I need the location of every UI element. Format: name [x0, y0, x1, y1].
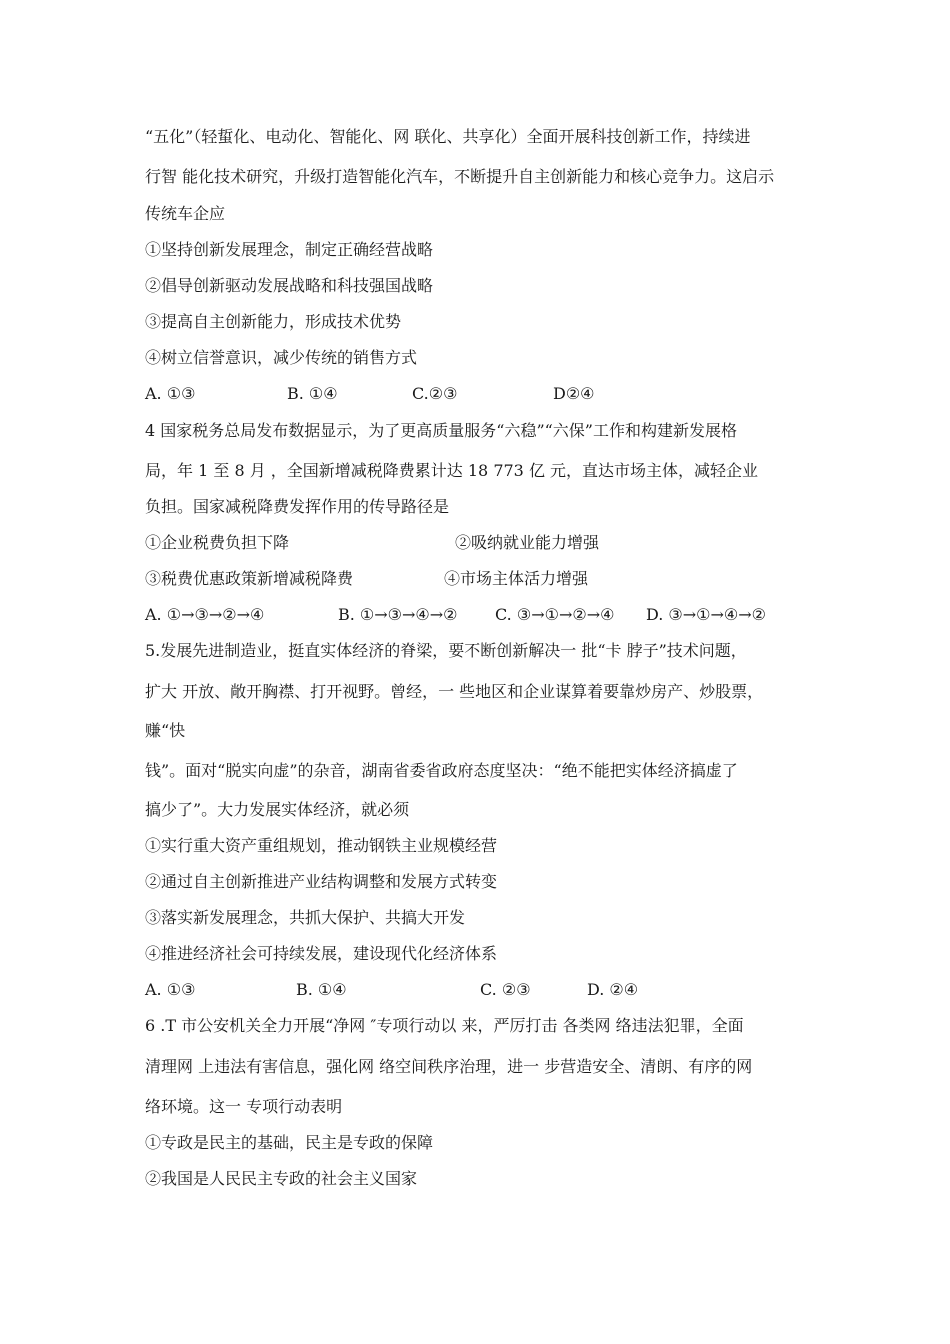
- q4-option-b: B. ①→③→④→②: [338, 605, 458, 624]
- q5-stem-line-3: 赚“快: [145, 721, 186, 740]
- q3-stem-line-3: 传统车企应: [145, 204, 226, 223]
- q5-option-b: B. ①④: [296, 980, 347, 999]
- q6-stem-line-3: 络环境。这一 专项行动表明: [145, 1097, 343, 1116]
- q4-stem-line-2: 局，年 1 至 8 月 ，全国新增减税降费累计达 18 773 亿 元，直达市场主体，减轻企业: [145, 461, 759, 480]
- q6-item-1: ①专政是民主的基础，民主是专政的保障: [145, 1133, 434, 1152]
- q3-item-2: ②倡导创新驱动发展战略和科技强国战略: [145, 276, 434, 295]
- q3-stem-line-2: 行智 能化技术研究，升级打造智能化汽车，不断提升自主创新能力和核心竞争力。这启示: [145, 167, 775, 186]
- q5-item-2: ②通过自主创新推进产业结构调整和发展方式转变: [145, 872, 498, 891]
- q4-option-c: C. ③→①→②→④: [495, 605, 615, 624]
- q3-option-b: B. ①④: [287, 384, 338, 403]
- q5-option-c: C. ②③: [480, 980, 531, 999]
- q3-item-3: ③提高自主创新能力，形成技术优势: [145, 312, 402, 331]
- q3-item-1: ①坚持创新发展理念，制定正确经营战略: [145, 240, 434, 259]
- q3-option-a: A. ①③: [145, 384, 196, 403]
- q4-option-d: D. ③→①→④→②: [646, 605, 767, 624]
- q6-stem-line-1: 6 .T 市公安机关全力开展“净网 ″专项行动以 来，严厉打击 各类网 络违法犯罪，全面: [145, 1016, 744, 1035]
- q5-stem-line-5: 搞少了”。大力发展实体经济，就必须: [145, 800, 410, 819]
- q4-stem-line-1: 4 国家税务总局发布数据显示，为了更高质量服务“六稳”“六保”工作和构建新发展格: [145, 421, 737, 440]
- q5-item-3: ③落实新发展理念，共抓大保护、共搞大开发: [145, 908, 466, 927]
- q4-item-1: ①企业税费负担下降: [145, 533, 290, 552]
- q4-option-a: A. ①→③→②→④: [145, 605, 265, 624]
- q5-item-4: ④推进经济社会可持续发展，建设现代化经济体系: [145, 944, 498, 963]
- q4-item-4: ④市场主体活力增强: [444, 569, 589, 588]
- q6-item-2: ②我国是人民民主专政的社会主义国家: [145, 1169, 418, 1188]
- q3-stem-line-1: “五化”（轻蜇化、电动化、智能化、网 联化、共享化）全面开展科技创新工作，持续进: [145, 127, 751, 146]
- q5-option-a: A. ①③: [145, 980, 196, 999]
- q3-item-4: ④树立信誉意识，减少传统的销售方式: [145, 348, 418, 367]
- q4-stem-line-3: 负担。国家减税降费发挥作用的传导路径是: [145, 497, 450, 516]
- q5-stem-line-2: 扩大 开放、敞开胸襟、打开视野。曾经，一 些地区和企业谋算着要靠炒房产、炒股票，: [145, 682, 764, 701]
- q5-stem-line-4: 钱”。面对“脱实向虚”的杂音，湖南省委省政府态度坚决：“绝不能把实体经济搞虚了: [145, 761, 738, 780]
- q5-item-1: ①实行重大资产重组规划，推动钢铁主业规模经营: [145, 836, 498, 855]
- q3-option-d: D②④: [553, 384, 595, 403]
- q4-item-2: ②吸纳就业能力增强: [455, 533, 600, 552]
- q4-item-3: ③税费优惠政策新增减税降费: [145, 569, 354, 588]
- q5-option-d: D. ②④: [587, 980, 639, 999]
- q3-option-c: C.②③: [412, 384, 458, 403]
- q6-stem-line-2: 清理网 上违法有害信息，强化网 络空间秩序治理，进一 步营造安全、清朗、有序的网: [145, 1057, 753, 1076]
- q5-stem-line-1: 5.发展先进制造业，挺直实体经济的脊梁，要不断创新解决一 批“卡 脖子”技术问题，: [145, 641, 747, 660]
